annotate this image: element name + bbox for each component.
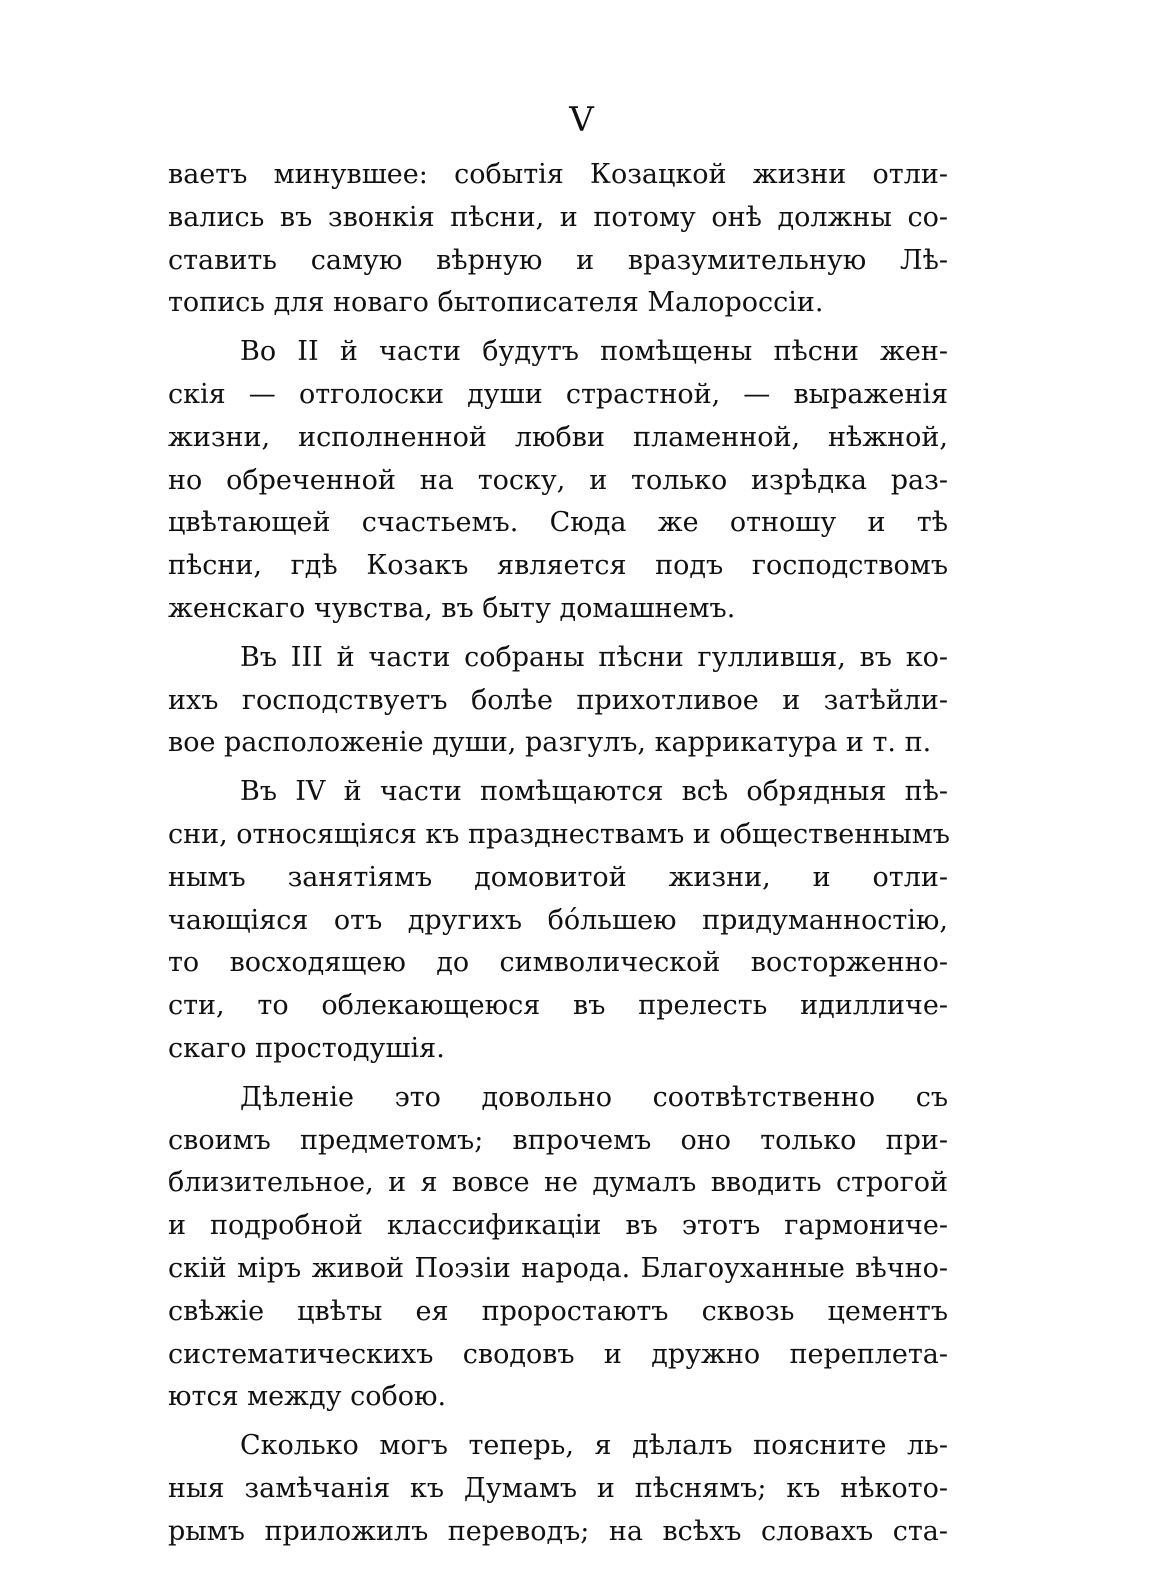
text-line: ваетъ минувшее: событія Козацкой жизни отли- [168, 159, 948, 190]
text-line: близительное, и я вовсе не думалъ вводить строгой [168, 1167, 948, 1199]
text-line: ныя замѣчанія къ Думамъ и пѣснямъ; къ нѣкото- [168, 1472, 948, 1504]
text-line: сни, относящіяся къ празднествамъ и общественнымъ [168, 818, 950, 850]
text-line: скаго простодушія. [168, 1032, 445, 1064]
text-line: рымъ приложилъ переводъ; на всѣхъ словахъ ста- [168, 1515, 948, 1547]
text-line: но обреченной на тоску, и только изрѣдка раз- [168, 464, 948, 496]
text-line: то восходящею до символической восторженно- [168, 947, 948, 979]
paragraph-3 [168, 637, 948, 765]
paragraph-4 [168, 771, 948, 1071]
paragraph-2 [168, 331, 948, 631]
text-line: сти, то облекающеюся въ прелесть идилличе- [168, 990, 948, 1022]
text-line: цвѣтающей счастьемъ. Сюда же отношу и тѣ [168, 507, 948, 539]
text-line: ихъ господствуетъ болѣе прихотливое и затѣйли- [168, 684, 948, 716]
text-line: пѣсни, гдѣ Козакъ является подъ господствомъ [168, 550, 948, 582]
text-line: жизни, исполненной любви пламенной, нѣжной, [168, 421, 948, 453]
text-line: систематическихъ сводовъ и дружно переплета- [168, 1338, 948, 1370]
text-line: ются между собою. [168, 1381, 447, 1413]
text-line: Сколько могъ теперь, я дѣлалъ поясните ль- [240, 1430, 948, 1462]
paragraph-6 [168, 1425, 948, 1553]
body-text [168, 154, 948, 1554]
text-line: нымъ занятіямъ домовитой жизни, и отли- [168, 861, 948, 893]
text-line: вались въ звонкія пѣсни, и потому онѣ должны со- [168, 201, 948, 233]
text-line: и подробной классификаціи въ этотъ гармониче- [168, 1210, 948, 1242]
text-line: Дѣленіе это довольно соотвѣтственно съ [240, 1081, 948, 1113]
paragraph-1 [168, 154, 948, 325]
text-line: Во II й части будутъ помѣщены пѣсни жен- [240, 336, 948, 368]
text-line: Въ III й части собраны пѣсни гуллившя, въ ко- [240, 641, 948, 673]
text-line: женскаго чувства, въ быту домашнемъ. [168, 592, 736, 624]
text-line: чающіяся отъ другихъ бо́льшею придуманностію, [168, 904, 948, 936]
text-line: скій міръ живой Поэзіи народа. Благоуханные вѣчно- [168, 1252, 948, 1284]
text-line: вое расположеніе души, разгулъ, каррикатура и т. п. [168, 727, 932, 759]
text-line: Въ IV й части помѣщаются всѣ обрядныя пѣ- [240, 776, 948, 808]
text-line: ставить самую вѣрную и вразумительную Лѣ- [168, 244, 948, 276]
paragraph-5 [168, 1077, 948, 1419]
text-line: свѣжіе цвѣты ея проростаютъ сквозь цементъ [168, 1295, 948, 1327]
text-line: своимъ предметомъ; впрочемъ оно только при- [168, 1124, 948, 1156]
page-number: V [569, 100, 594, 140]
text-line: топись для новаго бытописателя Малороссіи. [168, 287, 824, 319]
text-line: скія — отголоски души страстной, — выраженія [168, 378, 948, 410]
